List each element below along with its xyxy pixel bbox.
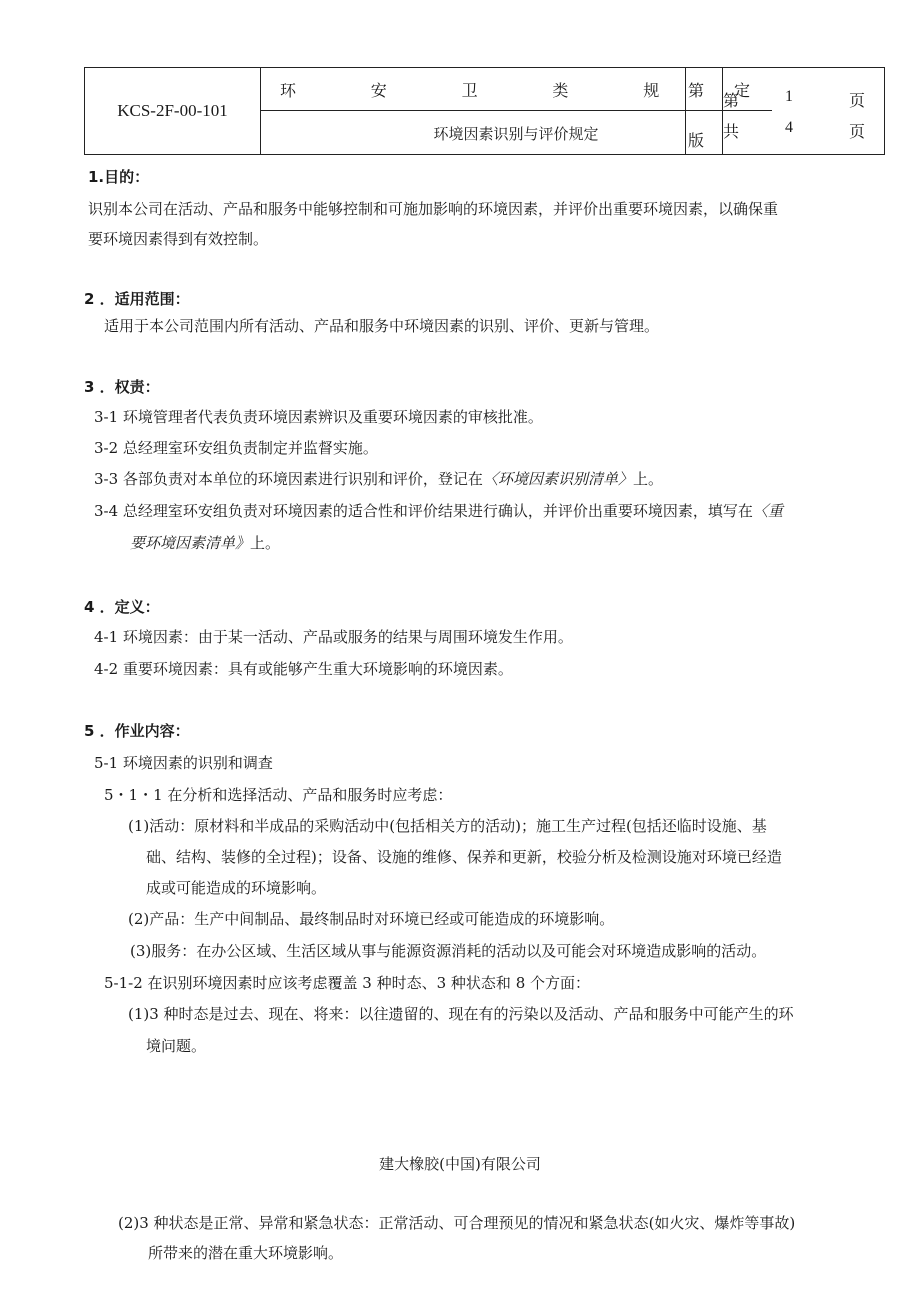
list-item: 5-1 环境因素的识别和调查 <box>94 754 273 772</box>
category-char: 规 <box>643 81 660 100</box>
page-total: 4 <box>785 119 793 136</box>
version-label: 第 <box>688 81 705 100</box>
section-heading: 1.目的： <box>88 168 150 186</box>
version-label: 版 <box>688 131 705 150</box>
category-char: 安 <box>370 81 387 100</box>
list-item: 3-1 环境管理者代表负责环境因素辨识及重要环境因素的审核批准。 <box>94 408 543 426</box>
section-heading: 5 ．作业内容： <box>84 722 190 740</box>
header-divider <box>260 110 772 111</box>
list-item: 3-4 总经理室环安组负责对环境因素的适合性和评价结果进行确认，并评价出重要环境因素，填写在〈重 <box>94 502 783 520</box>
list-item: (2)产品：生产中间制品、最终制品时对环境已经或可能造成的环境影响。 <box>128 910 615 928</box>
list-item: (1)3 种时态是过去、现在、将来：以往遗留的、现在有的污染以及活动、产品和服务中可能产生的环 <box>128 1005 794 1023</box>
list-item-continuation: 境问题。 <box>146 1037 207 1055</box>
document-category <box>280 78 750 101</box>
company-footer: 建大橡胶(中国)有限公司 <box>379 1155 541 1173</box>
list-item: (1)活动：原材料和半成品的采购活动中(包括相关方的活动)；施工生产过程(包括还临时设施、基 <box>128 817 767 835</box>
list-item-continuation: 要环境因素清单》上。 <box>130 534 281 552</box>
form-reference: 〈环境因素识别清单〉 <box>482 470 633 488</box>
form-reference: 〈重 <box>752 502 783 520</box>
section-heading: 4 ．定义： <box>84 598 160 616</box>
paragraph-line: 识别本公司在活动、产品和服务中能够控制和可施加影响的环境因素，并评价出重要环境因素，以确保重 <box>88 200 779 218</box>
paragraph-line: 要环境因素得到有效控制。 <box>88 230 269 248</box>
category-char: 定 <box>733 81 750 100</box>
category-char: 卫 <box>461 81 478 100</box>
document-title: 环境因素识别与评价规定 <box>433 125 599 143</box>
list-item: (3)服务：在办公区域、生活区域从事与能源资源消耗的活动以及可能会对环境造成影响的活动。 <box>130 942 767 960</box>
list-item: 4-2 重要环境因素：具有或能够产生重大环境影响的环境因素。 <box>94 660 513 678</box>
list-item-continuation: 所带来的潜在重大环境影响。 <box>148 1244 344 1262</box>
section-heading: 3 ．权责： <box>84 378 160 396</box>
category-char: 类 <box>552 81 569 100</box>
list-item: 5-1-2 在识别环境因素时应该考虑覆盖 3 种时态、3 种状态和 8 个方面： <box>104 974 591 992</box>
document-header-table: KCS-2F-00-101 环 安 卫 类 规 定 环境因素识别与评价规定 第 版 第 1 页 共 4 页 <box>84 67 885 155</box>
list-item: 4-1 环境因素：由于某一活动、产品或服务的结果与周围环境发生作用。 <box>94 628 573 646</box>
list-item: 3-2 总经理室环安组负责制定并监督实施。 <box>94 439 378 457</box>
section-heading: 2 ．适用范围： <box>84 290 190 308</box>
document-code: KCS-2F-00-101 <box>117 101 228 120</box>
list-item: 5・1・1 在分析和选择活动、产品和服务时应考虑： <box>104 786 453 804</box>
page-number: 1 <box>785 88 793 105</box>
list-item-continuation: 成或可能造成的环境影响。 <box>146 879 327 897</box>
form-reference: 要环境因素清单》 <box>130 534 251 552</box>
paragraph-line: 适用于本公司范围内所有活动、产品和服务中环境因素的识别、评价、更新与管理。 <box>104 317 660 335</box>
list-item-continuation: 础、结构、装修的全过程)；设备、设施的维修、保养和更新，校验分析及检测设施对环境已经造 <box>146 848 782 866</box>
list-item: (2)3 种状态是正常、异常和紧急状态：正常活动、可合理预见的情况和紧急状态(如火灾、爆炸等事故) <box>118 1214 796 1232</box>
category-char: 环 <box>280 81 297 100</box>
list-item: 3-3 各部负责对本单位的环境因素进行识别和评价，登记在〈环境因素识别清单〉上。 <box>94 470 663 488</box>
